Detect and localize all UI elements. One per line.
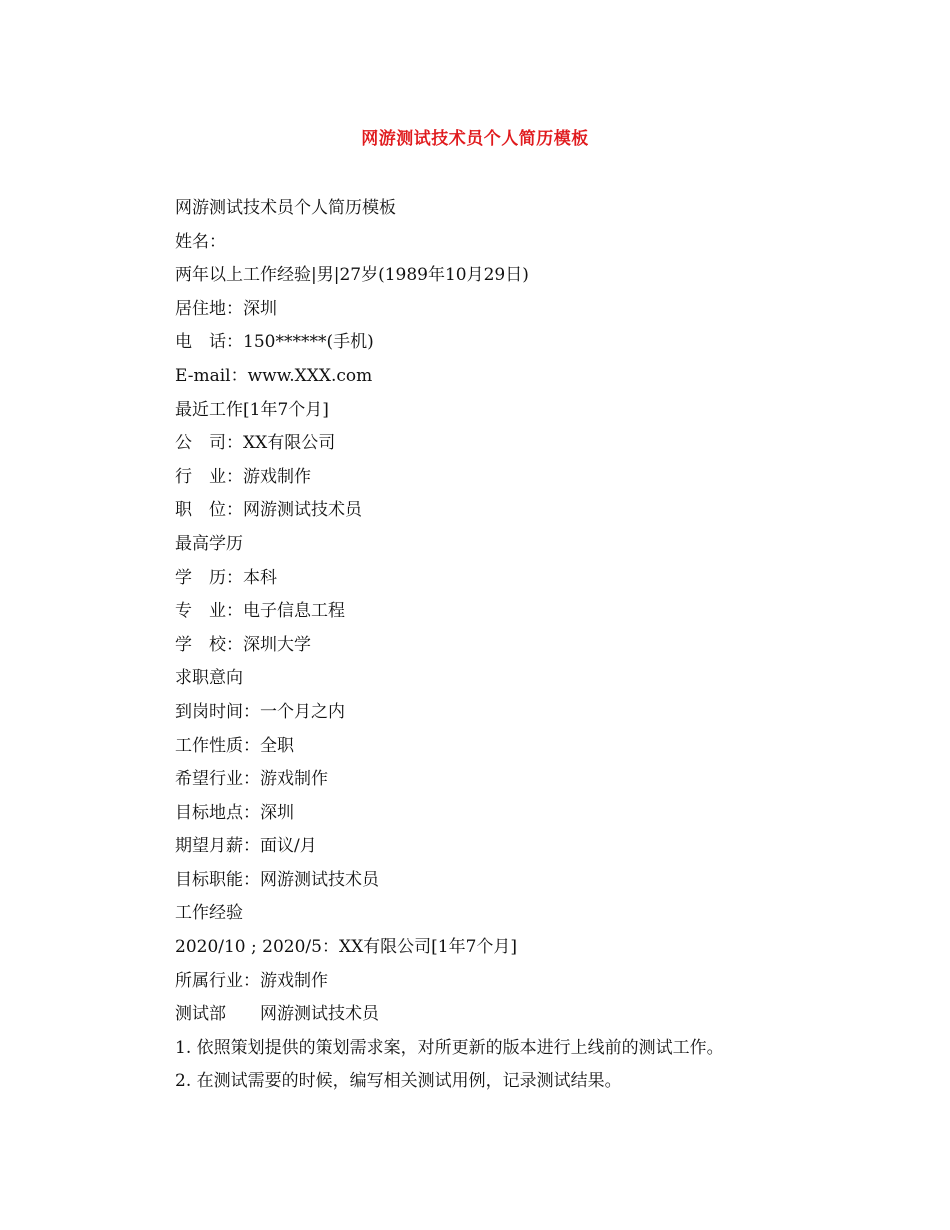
text-line: 两年以上工作经验|男|27岁(1989年10月29日) [175, 265, 529, 286]
document-body [175, 192, 895, 1099]
text-line: 2020/10 ; 2020/5：XX有限公司[1年7个月] [175, 937, 518, 958]
text-line: 最近工作[1年7个月] [175, 399, 329, 420]
text-line: E-mail：www.XXX.com [175, 365, 373, 386]
text-line: 网游测试技术员个人简历模板 [175, 198, 396, 218]
text-line: 学 校：深圳大学 [175, 634, 311, 655]
text-line: 2. 在测试需要的时候，编写相关测试用例，记录测试结果。 [175, 1071, 622, 1092]
text-line: 1. 依照策划提供的策划需求案，对所更新的版本进行上线前的测试工作。 [175, 1037, 724, 1058]
text-line: 所属行业：游戏制作 [175, 970, 328, 991]
text-line: 工作经验 [175, 903, 243, 924]
text-line: 测试部 网游测试技术员 [175, 1004, 379, 1025]
document-title: 网游测试技术员个人简历模板 [361, 129, 589, 149]
text-line: 行 业：游戏制作 [175, 466, 311, 487]
text-line: 到岗时间：一个月之内 [175, 701, 345, 722]
text-line: 居住地：深圳 [175, 298, 277, 319]
text-line: 目标地点：深圳 [175, 802, 294, 823]
text-line: 电 话：150******(手机) [175, 332, 374, 353]
text-line: 工作性质：全职 [175, 735, 294, 756]
text-line: 专 业：电子信息工程 [175, 601, 345, 622]
text-line: 希望行业：游戏制作 [175, 769, 328, 790]
text-line: 姓名： [175, 231, 226, 252]
text-line: 目标职能：网游测试技术员 [175, 869, 379, 890]
text-line: 学 历：本科 [175, 567, 277, 588]
text-line: 求职意向 [175, 668, 243, 689]
text-line: 期望月薪：面议/月 [175, 836, 317, 857]
text-line: 职 位：网游测试技术员 [175, 500, 362, 521]
text-line: 公 司：XX有限公司 [175, 433, 336, 454]
text-line: 最高学历 [175, 533, 243, 554]
